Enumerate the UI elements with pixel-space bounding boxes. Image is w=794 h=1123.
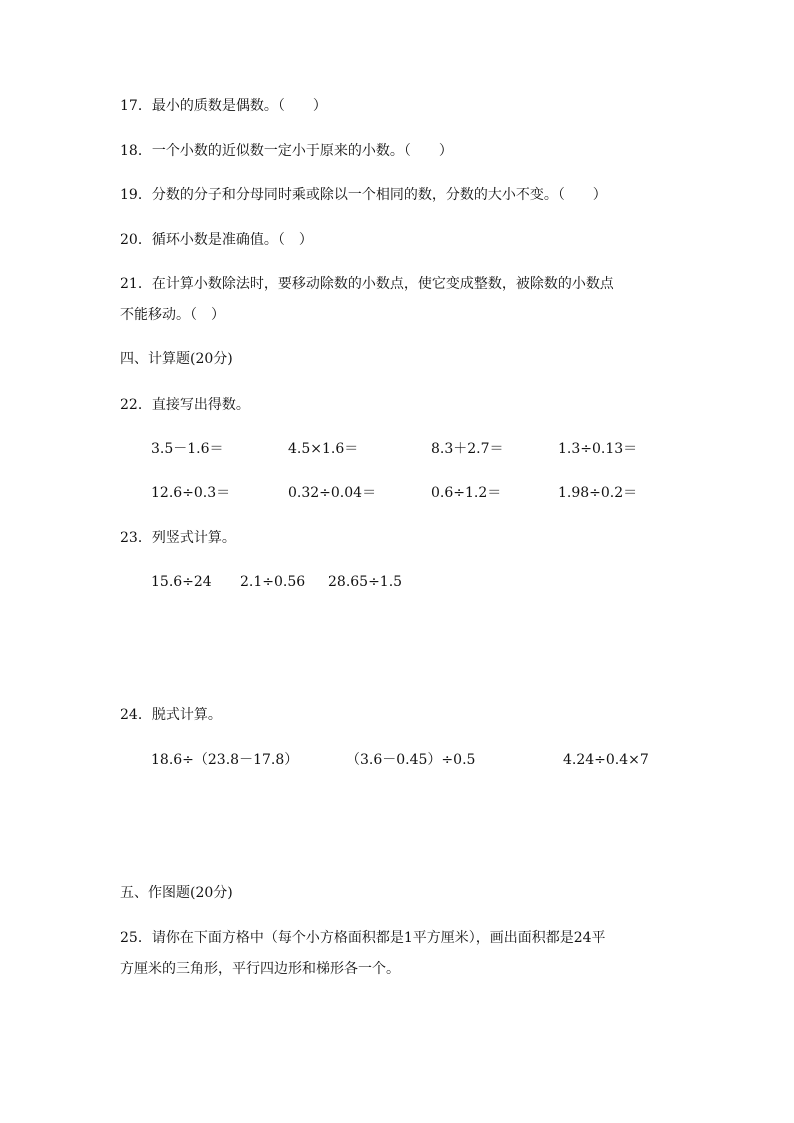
section-5-title: 五、作图题(20分) [120,885,233,901]
calc-item: 1.3÷0.13＝ [558,441,638,457]
question-20: 20．循环小数是准确值。（ ） [120,232,313,248]
question-23-title: 23．列竖式计算。 [120,530,236,546]
question-19: 19．分数的分子和分母同时乘或除以一个相同的数，分数的大小不变。（ ） [120,187,607,203]
step-calc-item: （3.6－0.45）÷0.5 [346,752,476,768]
calc-item: 3.5－1.6＝ [151,441,224,457]
calc-item: 0.6÷1.2＝ [431,485,502,501]
question-21-line2: 不能移动。（ ） [120,307,225,323]
question-25-line2: 方厘米的三角形，平行四边形和梯形各一个。 [120,961,400,977]
question-18: 18．一个小数的近似数一定小于原来的小数。（ ） [120,143,453,159]
vertical-calc-item: 2.1÷0.56 [240,574,306,590]
calc-item: 4.5×1.6＝ [288,441,359,457]
calc-item: 1.98÷0.2＝ [558,485,638,501]
section-4-title: 四、计算题(20分) [120,351,233,367]
question-25-line1: 25．请你在下面方格中（每个小方格面积都是1平方厘米），画出面积都是24平 [120,930,606,946]
calc-item: 0.32÷0.04＝ [288,485,377,501]
calc-item: 8.3＋2.7＝ [431,441,504,457]
vertical-calc-item: 15.6÷24 [151,574,212,590]
step-calc-item: 18.6÷（23.8－17.8） [151,752,299,768]
calc-item: 12.6÷0.3＝ [151,485,231,501]
question-17: 17．最小的质数是偶数。（ ） [120,98,327,114]
step-calc-item: 4.24÷0.4×7 [563,752,649,768]
question-22-title: 22．直接写出得数。 [120,397,250,413]
vertical-calc-item: 28.65÷1.5 [328,574,403,590]
question-21-line1: 21．在计算小数除法时，要移动除数的小数点，使它变成整数，被除数的小数点 [120,276,614,292]
question-24-title: 24．脱式计算。 [120,707,222,723]
